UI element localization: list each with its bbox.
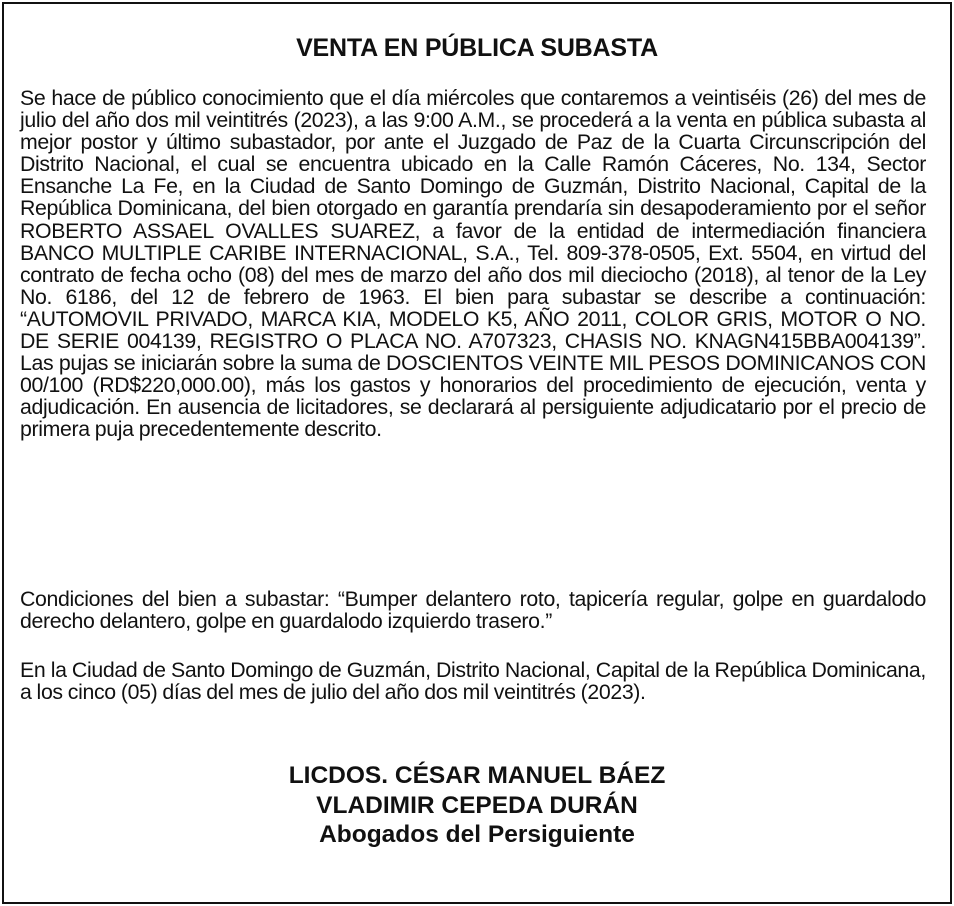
signature-name-1: LICDOS. CÉSAR MANUEL BÁEZ — [288, 762, 666, 789]
signature-name-2: VLADIMIR CEPEDA DURÁN — [316, 792, 638, 819]
notice-title: VENTA EN PÚBLICA SUBASTA — [296, 34, 658, 62]
conditions-paragraph: Condiciones del bien a subastar: “Bumper delantero roto, tapicería regular, golpe en guardalodo derecho delantero, golpe en guardalodo izquierdo trasero.” — [20, 587, 926, 634]
auction-details-paragraph: Se hace de público conocimiento que el día miércoles que contaremos a veintiséis (26) del mes de julio del año dos mil veintitrés (2023), a las 9:00 A.M., se procederá a la venta en pública subasta al mejor postor y último subastador, por ante el Juzgado de Paz de la Cuarta Circunscripción del Distrito Nacional, el cual se encuentra ubicado en la Calle Ramón Cáceres, No. 134, Sector Ensanche La Fe, en la Ciudad de Santo Domingo de Guzmán, Distrito Nacional, Capital de la República Dominicana, del bien otorgado en garantía prendaría sin desapoderamiento por el señor ROBERTO ASSAEL OVALLES SUAREZ, a favor de la entidad de intermediación financiera BANCO MULTIPLE CARIBE INTERNACIONAL, S.A., Tel. 809-378-0505, Ext. 5504, en virtud del contrato de fecha ocho (08) del mes de marzo del año dos mil dieciocho (2018), al tenor de la Ley No. 6186, del 12 de febrero de 1963. El bien para subastar se describe a continuación: “AUTOMOVIL PRIVADO, MARCA KIA, MODELO K5, AÑO 2011, COLOR GRIS, MOTOR O NO. DE SERIE 004139, REGISTRO O PLACA NO. A707323, CHASIS NO. KNAGN415BBA004139”. Las pujas se iniciarán sobre la suma de DOSCIENTOS VEINTE MIL PESOS DOMINICANOS CON 00/100 (RD$220,000.00), más los gastos y honorarios del procedimiento de ejecución, venta y adjudicación. En ausencia de licitadores, se declarará al persiguiente adjudicatario por el precio de primera puja precedentemente descrito. — [20, 86, 926, 442]
signature-role: Abogados del Persiguiente — [319, 821, 635, 848]
date-place-paragraph: En la Ciudad de Santo Domingo de Guzmán, Distrito Nacional, Capital de la República Dominicana, a los cinco (05) días del mes de julio del año dos mil veintitrés (2023). — [20, 658, 926, 705]
